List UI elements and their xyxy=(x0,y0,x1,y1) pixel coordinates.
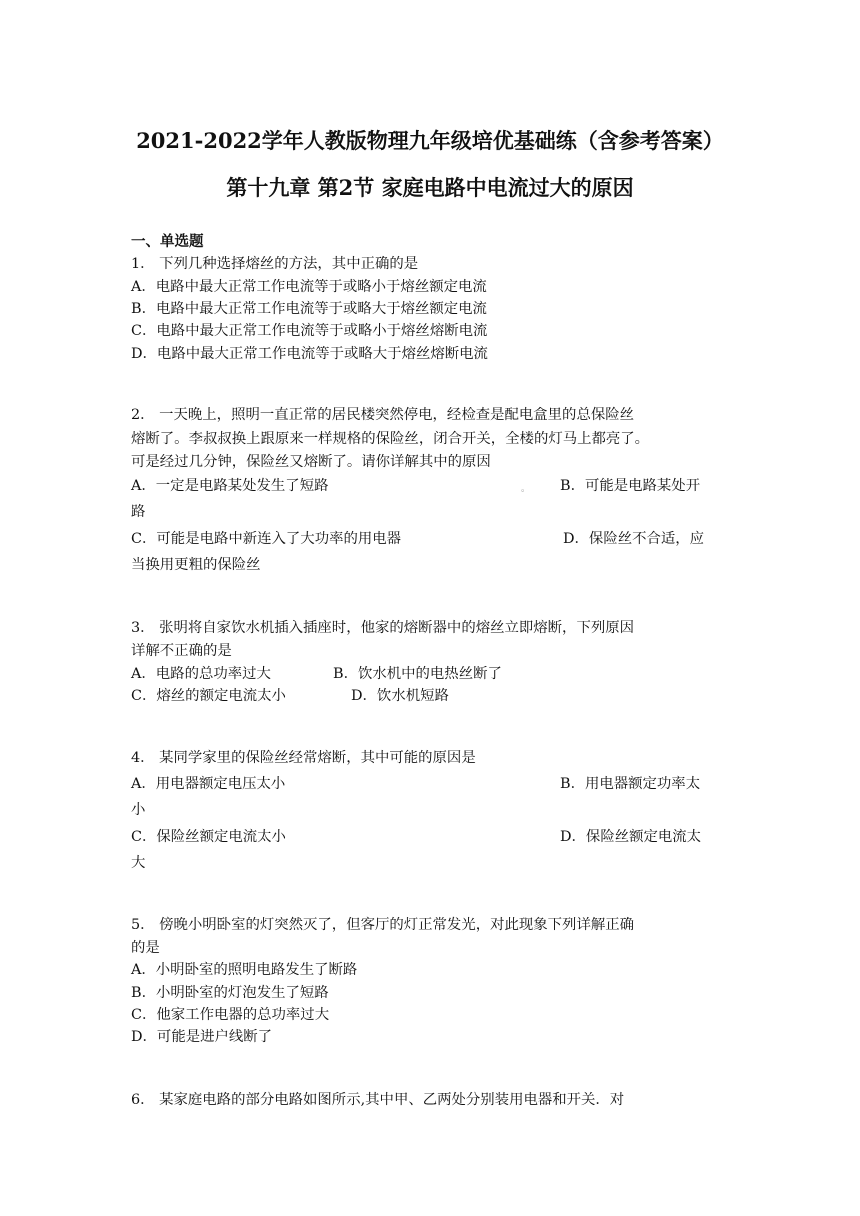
q2-option-d-cont: 当换用更粗的保险丝 xyxy=(131,557,261,573)
q5-option-b: B．小明卧室的灯泡发生了短路 xyxy=(131,985,329,1001)
q2-option-a: A．一定是电路某处发生了短路 xyxy=(131,478,329,494)
q3-option-b: B．饮水机中的电热丝断了 xyxy=(333,666,502,682)
q2-option-d: D．保险丝不合适，应 xyxy=(563,531,705,547)
q2-stem-line2: 熔断了。李叔叔换上跟原来一样规格的保险丝，闭合开关，全楼的灯马上都亮了。 xyxy=(131,431,650,447)
q1-option-c: C．电路中最大正常工作电流等于或略小于熔丝熔断电流 xyxy=(131,323,488,339)
q3-option-a: A．电路的总功率过大 xyxy=(131,666,271,682)
q4-option-c: C．保险丝额定电流太小 xyxy=(131,829,286,845)
q5-option-a: A．小明卧室的照明电路发生了断路 xyxy=(131,962,358,978)
q2-stem-line3: 可是经过几分钟，保险丝又熔断了。请你详解其中的原因 xyxy=(131,454,491,470)
q6-stem: 6． 某家庭电路的部分电路如图所示,其中甲、乙两处分别装用电器和开关．对 xyxy=(131,1092,625,1108)
q2-option-b-cont: 路 xyxy=(131,504,146,520)
q5-option-c: C．他家工作电器的总功率过大 xyxy=(131,1007,330,1023)
q4-option-b-cont: 小 xyxy=(131,802,146,818)
q2-stem-line1: 2． 一天晚上，照明一直正常的居民楼突然停电，经检查是配电盒里的总保险丝 xyxy=(131,407,635,423)
q2-option-c: C．可能是电路中新连入了大功率的用电器 xyxy=(131,531,402,547)
q2-mark: 。 xyxy=(521,484,531,494)
q5-stem-line1: 5． 傍晚小明卧室的灯突然灭了，但客厅的灯正常发光，对此现象下列详解正确 xyxy=(131,917,635,933)
q4-option-d-cont: 大 xyxy=(131,855,146,871)
q2-option-b: B．可能是电路某处开 xyxy=(560,478,701,494)
q1-option-d: D．电路中最大正常工作电流等于或略大于熔丝熔断电流 xyxy=(131,346,488,362)
section-heading: 一、单选题 xyxy=(131,234,204,250)
document-title: 2021-2022学年人教版物理九年级培优基础练（含参考答案） xyxy=(136,128,724,153)
chapter-subtitle: 第十九章 第2节 家庭电路中电流过大的原因 xyxy=(226,175,634,200)
q3-option-c: C．熔丝的额定电流太小 xyxy=(131,688,286,704)
q3-stem-line1: 3． 张明将自家饮水机插入插座时，他家的熔断器中的熔丝立即熔断，下列原因 xyxy=(131,620,635,636)
q3-stem-line2: 详解不正确的是 xyxy=(131,643,232,659)
q4-option-b: B．用电器额定功率太 xyxy=(560,776,701,792)
q4-option-d: D．保险丝额定电流太 xyxy=(560,829,702,845)
q4-stem: 4． 某同学家里的保险丝经常熔断，其中可能的原因是 xyxy=(131,750,476,766)
q1-option-a: A．电路中最大正常工作电流等于或略小于熔丝额定电流 xyxy=(131,279,487,295)
q5-option-d: D．可能是进户线断了 xyxy=(131,1029,273,1045)
q4-option-a: A．用电器额定电压太小 xyxy=(131,776,286,792)
q1-stem: 1． 下列几种选择熔丝的方法，其中正确的是 xyxy=(131,256,419,272)
q1-option-b: B．电路中最大正常工作电流等于或略大于熔丝额定电流 xyxy=(131,301,487,317)
q3-option-d: D．饮水机短路 xyxy=(351,688,449,704)
q5-stem-line2: 的是 xyxy=(131,940,160,956)
